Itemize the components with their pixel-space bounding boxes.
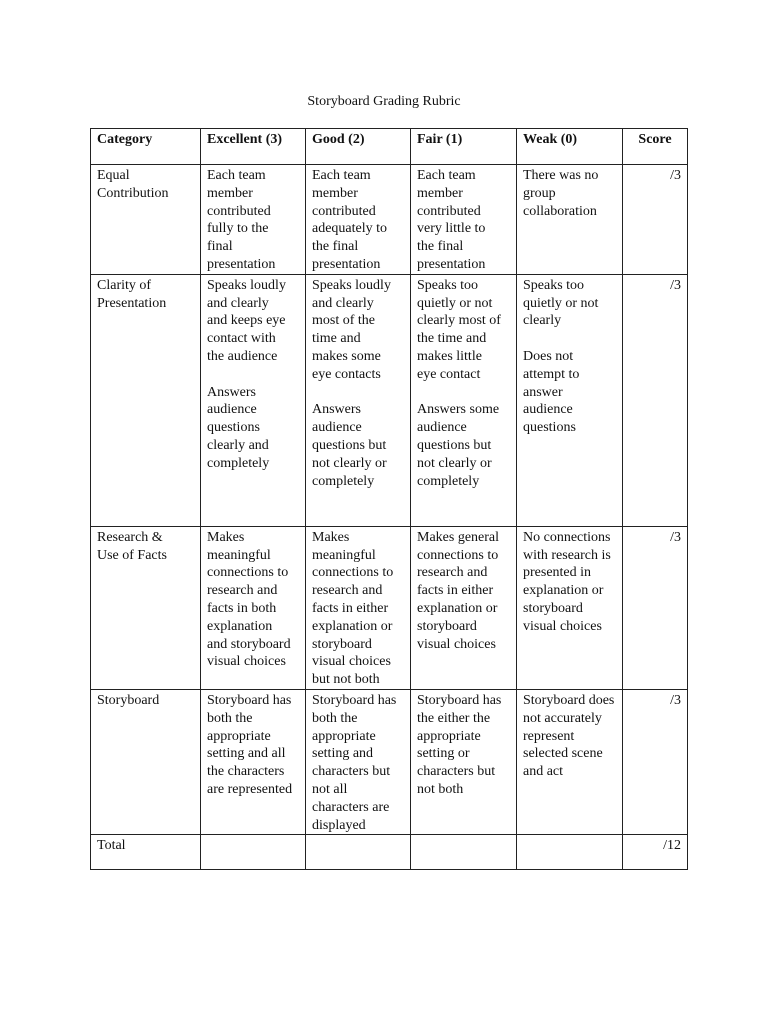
empty-cell — [306, 835, 411, 870]
criteria-text: Makes meaningful connections to research and facts in both explanation and storyboard visual choices — [207, 529, 291, 670]
rubric-table — [90, 128, 688, 870]
total-score: /12 — [623, 835, 688, 870]
table-row — [91, 689, 688, 834]
excellent-cell — [201, 526, 306, 689]
excellent-cell — [201, 274, 306, 526]
category-text: Research & Use of Facts — [97, 529, 167, 563]
weak-cell — [517, 274, 623, 526]
good-cell — [306, 689, 411, 834]
empty-cell — [201, 835, 306, 870]
empty-cell — [517, 835, 623, 870]
weak-cell — [517, 526, 623, 689]
category-cell — [91, 689, 201, 834]
header-good: Good (2) — [306, 129, 411, 165]
criteria-text: Makes meaningful connections to research and facts in either explanation or storyboard visual choices but not both — [312, 529, 394, 688]
table-row — [91, 526, 688, 689]
total-label: Total — [91, 835, 201, 870]
header-weak: Weak (0) — [517, 129, 623, 165]
table-row — [91, 165, 688, 275]
document-title: Storyboard Grading Rubric — [307, 94, 461, 109]
criteria-text: No connections with research is presented in explanation or storyboard visual choices — [523, 529, 611, 634]
criteria-text: Storyboard does not accurately represent selected scene and act — [523, 692, 615, 780]
criteria-text: Speaks loudly and clearly most of the time and makes some eye contacts Answers audience questions but not clearly or completely — [312, 277, 391, 489]
score-cell: /3 — [623, 526, 688, 689]
category-cell — [91, 274, 201, 526]
category-cell — [91, 526, 201, 689]
header-excellent: Excellent (3) — [201, 129, 306, 165]
criteria-text: Each team member contributed very little to the final presentation — [417, 168, 486, 272]
criteria-text: Storyboard has both the appropriate setting and all the characters are represented — [207, 692, 293, 797]
category-text: Equal Contribution — [97, 168, 169, 201]
criteria-text: Speaks too quietly or not clearly Does not attempt to answer audience questions — [523, 277, 599, 436]
good-cell — [306, 274, 411, 526]
excellent-cell — [201, 689, 306, 834]
good-cell — [306, 526, 411, 689]
weak-cell — [517, 689, 623, 834]
header-score: Score — [623, 129, 688, 165]
header-category: Category — [91, 129, 201, 165]
excellent-cell — [201, 165, 306, 275]
good-cell — [306, 165, 411, 275]
weak-cell — [517, 165, 623, 275]
fair-cell — [411, 274, 517, 526]
header-row — [91, 129, 688, 165]
criteria-text: Speaks loudly and clearly and keeps eye contact with the audience Answers audience questions clearly and completely — [207, 277, 286, 471]
category-text: Storyboard — [97, 692, 160, 708]
criteria-text: Storyboard has the either the appropriate setting or characters but not both — [417, 692, 502, 797]
score-cell: /3 — [623, 274, 688, 526]
header-fair: Fair (1) — [411, 129, 517, 165]
empty-cell — [411, 835, 517, 870]
fair-cell — [411, 526, 517, 689]
criteria-text: There was no group collaboration — [523, 168, 599, 219]
score-cell: /3 — [623, 165, 688, 275]
total-row — [91, 835, 688, 870]
criteria-text: Each team member contributed adequately to the final presentation — [312, 168, 388, 272]
criteria-text: Each team member contributed fully to the final presentation — [207, 168, 276, 272]
score-cell: /3 — [623, 689, 688, 834]
category-text: Clarity of Presentation — [97, 277, 167, 311]
criteria-text: Storyboard has both the appropriate setting and characters but not all characters are displayed — [312, 692, 397, 833]
criteria-text: Makes general connections to research and facts in either explanation or storyboard visual choices — [417, 529, 500, 652]
category-cell — [91, 165, 201, 275]
table-row — [91, 274, 688, 526]
fair-cell — [411, 689, 517, 834]
fair-cell — [411, 165, 517, 275]
criteria-text: Speaks too quietly or not clearly most of the time and makes little eye contact Answers some audience questions but not clearly or completely — [417, 277, 501, 489]
